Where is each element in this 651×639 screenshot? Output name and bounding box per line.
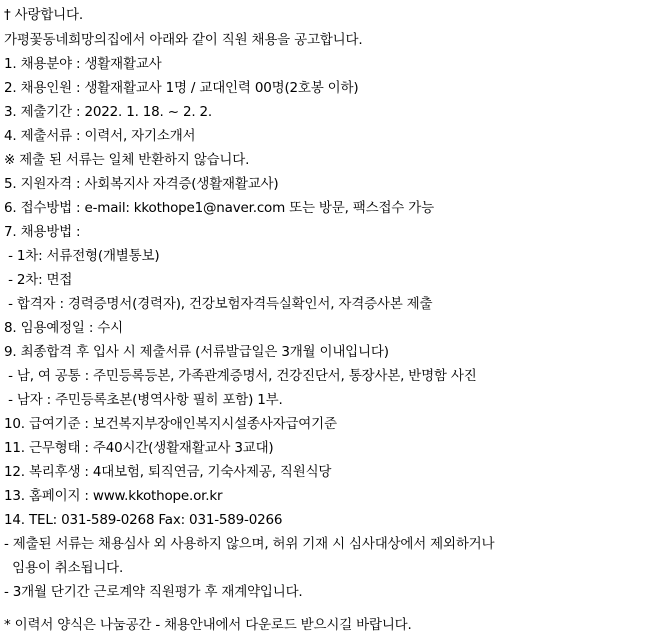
item-14-contact: 14. TEL: 031-589-0268 Fax: 031-589-0266: [4, 512, 283, 528]
item-4-documents: 4. 제출서류 : 이력서, 자기소개서: [4, 128, 196, 144]
item-5-qualification: 5. 지원자격 : 사회복지사 자격증(생활재활교사): [4, 176, 279, 192]
selection-step-1: - 1차: 서류전형(개별통보): [4, 248, 160, 264]
item-13-homepage: 13. 홈페이지 : www.kkothope.or.kr: [4, 488, 223, 504]
item-2-headcount: 2. 채용인원 : 생활재활교사 1명 / 교대인력 00명(2호봉 이하): [4, 80, 359, 96]
notice-no-return: ※ 제출 된 서류는 일체 반환하지 않습니다.: [4, 152, 250, 168]
item-12-benefits: 12. 복리후생 : 4대보험, 퇴직연금, 기숙사제공, 직원식당: [4, 464, 332, 480]
note-false-entry: - 제출된 서류는 채용심사 외 사용하지 않으며, 허위 기재 시 심사대상에서 제외하거나: [4, 536, 495, 552]
item-10-salary: 10. 급여기준 : 보건복지부장애인복지시설종사자급여기준: [4, 416, 337, 432]
item-3-period: 3. 제출기간 : 2022. 1. 18. ~ 2. 2.: [4, 104, 212, 120]
item-8-start-date: 8. 임용예정일 : 수시: [4, 320, 123, 336]
item-11-work-type: 11. 근무형태 : 주40시간(생활재활교사 3교대): [4, 440, 274, 456]
item-9-final-documents: 9. 최종합격 후 입사 시 제출서류 (서류발급일은 3개월 이내입니다): [4, 344, 389, 360]
item-1-field: 1. 채용분야 : 생활재활교사: [4, 56, 162, 72]
item-6-application: 6. 접수방법 : e-mail: kkothope1@naver.com 또는 방문, 팩스접수 가능: [4, 200, 434, 216]
note-resume-form: * 이력서 양식은 나눔공간 - 채용안내에서 다운로드 받으시길 바랍니다.: [4, 617, 412, 633]
final-docs-male: - 남자 : 주민등록초본(병역사항 필히 포함) 1부.: [4, 392, 283, 408]
note-false-entry-cont: 임용이 취소됩니다.: [4, 560, 124, 576]
final-docs-common: - 남, 여 공통 : 주민등록등본, 가족관계증명서, 건강진단서, 통장사본, 반명함 사진: [4, 368, 477, 384]
item-7-selection: 7. 채용방법 :: [4, 224, 81, 240]
selection-step-2: - 2차: 면접: [4, 272, 73, 288]
greeting-line: † 사랑합니다.: [4, 7, 83, 23]
intro-line: 가평꽃동네희망의집에서 아래와 같이 직원 채용을 공고합니다.: [4, 32, 363, 48]
selection-passer: - 합격자 : 경력증명서(경력자), 건강보험자격득실확인서, 자격증사본 제출: [4, 296, 433, 312]
note-contract: - 3개월 단기간 근로계약 직원평가 후 재계약입니다.: [4, 584, 303, 600]
